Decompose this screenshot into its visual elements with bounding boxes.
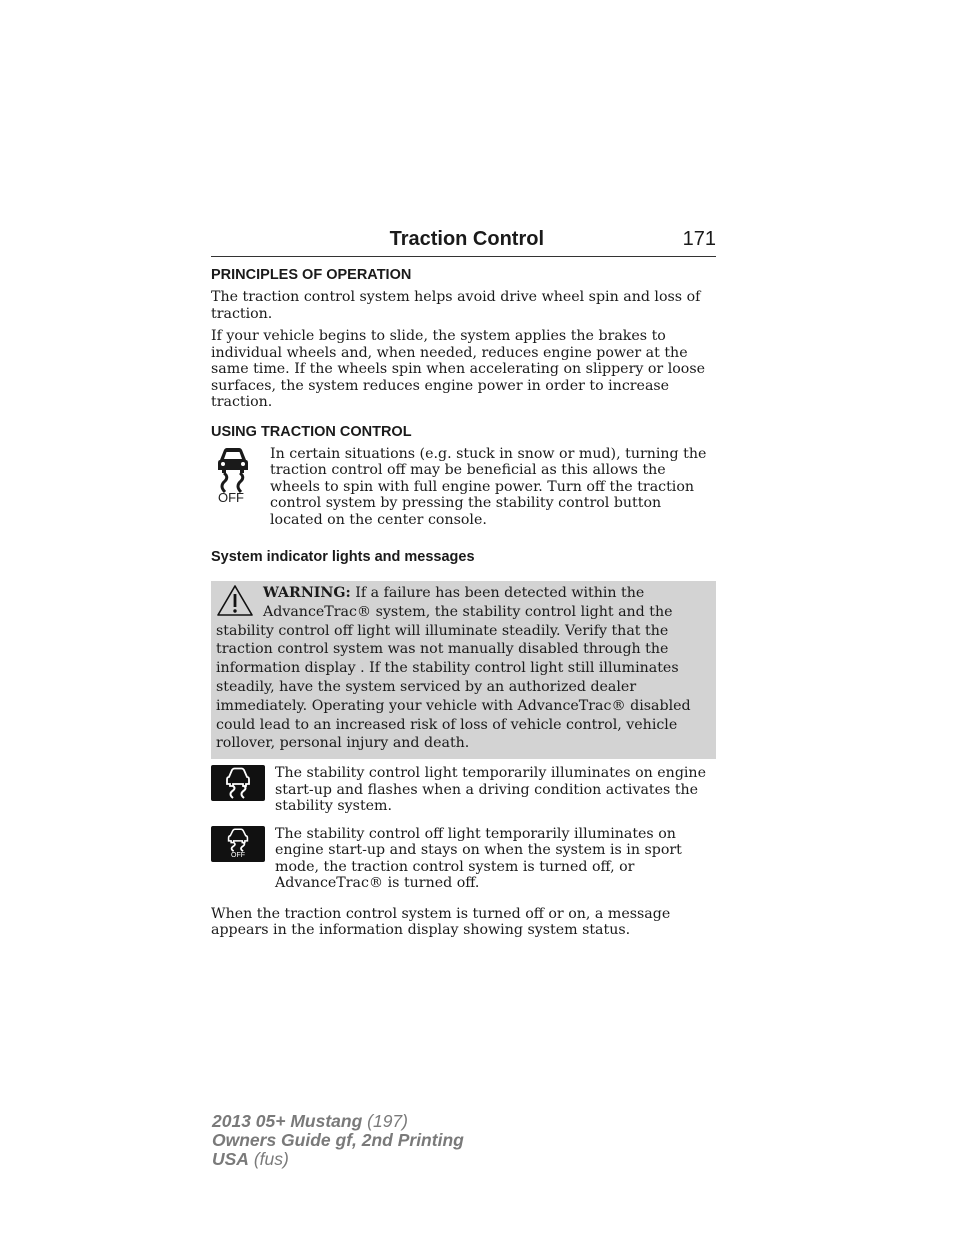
stability-light-text: The stability control light temporarily illuminates on engine start-up and flashes when a driving condition activates the stability system. — [275, 765, 706, 815]
stability-control-off-icon — [211, 446, 255, 494]
warning-triangle-icon — [216, 584, 254, 618]
traction-off-icon-cell — [211, 446, 270, 505]
section-heading-principles: PRINCIPLES OF OPERATION — [211, 267, 412, 283]
paragraph: The traction control system helps avoid drive wheel spin and loss of traction. — [211, 289, 701, 322]
warning-label: WARNING: — [263, 585, 351, 601]
stability-off-light-row — [211, 826, 716, 892]
footer-line-2 — [212, 1131, 464, 1150]
footer-model: 2013 05+ Mustang — [212, 1111, 363, 1131]
page-header — [211, 228, 716, 257]
footer-line-3 — [212, 1150, 464, 1169]
warning-box — [211, 581, 716, 759]
off-label: OFF — [218, 489, 244, 505]
footer-market-code: (fus) — [248, 1149, 289, 1169]
page-content — [211, 228, 716, 945]
warning-text — [216, 584, 710, 753]
paragraph: In certain situations (e.g. stuck in snow or mud), turning the traction control off may be beneficial as this allows the wheels to spin with full engine power. Turn off the traction control system by pressing the stability control button located on the center console. — [270, 445, 707, 528]
stability-control-off-icon — [225, 828, 251, 852]
paragraph: If your vehicle begins to slide, the system applies the brakes to individual wheels and, when needed, reduces engine power at the same time. If the wheels spin when accelerating on slippery or loose surfaces, the system reduces engine power in order to increase traction. — [211, 328, 706, 410]
traction-off-block — [211, 446, 716, 535]
footer-market: USA — [212, 1149, 249, 1169]
section-heading-using: USING TRACTION CONTROL — [211, 423, 412, 440]
stability-off-light-text: The stability control off light temporarily illuminates on engine start-up and stays on when the system is in sport mode, the traction control system is turned off, or AdvanceTrac® is turned off. — [275, 825, 682, 892]
stability-light-row — [211, 765, 716, 815]
page-footer — [212, 1112, 464, 1169]
off-badge-label: OFF — [231, 852, 245, 860]
footer-guide: Owners Guide gf, 2nd Printing — [212, 1130, 464, 1150]
section-heading-indicators: System indicator lights and messages — [211, 549, 475, 565]
page-number: 171 — [682, 228, 716, 250]
footer-line-1 — [212, 1112, 464, 1131]
footer-model-code: (197) — [362, 1111, 408, 1131]
stability-control-badge — [211, 765, 265, 801]
stability-control-off-badge — [211, 826, 265, 862]
page-title: Traction Control — [389, 228, 545, 250]
stability-control-icon — [223, 767, 253, 799]
closing-paragraph: When the traction control system is turned off or on, a message appears in the information display showing system status. — [211, 905, 671, 939]
warning-body: If a failure has been detected within the AdvanceTrac® system, the stability control light and the stability control off light will illuminate steadily. Verify that the traction control system was not manually disabled through the information display . If the stability control light still illuminates steadily, have the system serviced by an authorized dealer immediately. Operating your vehicle with AdvanceTrac® disabled could lead to an increased risk of loss of vehicle control, vehicle rollover, personal injury and death. — [216, 585, 691, 752]
